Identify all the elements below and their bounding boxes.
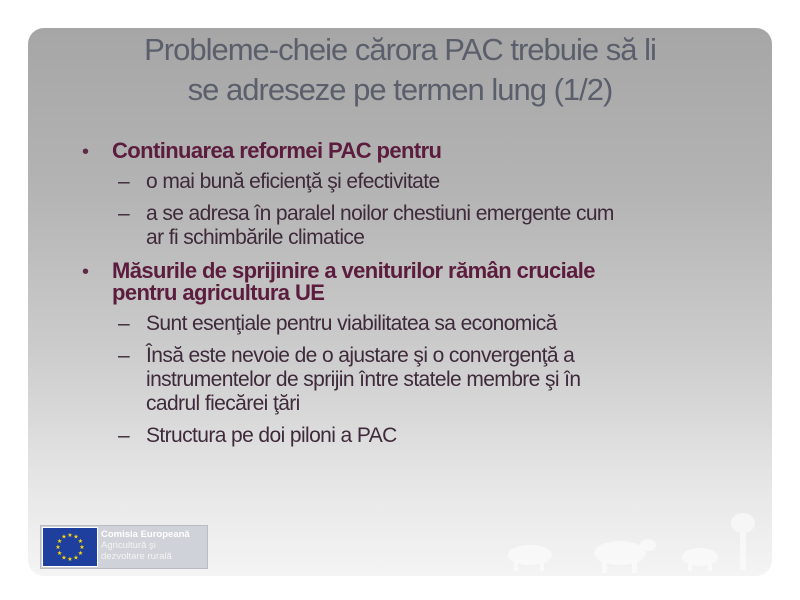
bullet-dot-icon: • — [82, 141, 90, 163]
eu-star-icon: ★ — [55, 545, 61, 551]
dash-icon: – — [118, 170, 130, 193]
logo-org-name: Comisia Europeană — [101, 529, 190, 540]
bullet-dot-icon: • — [82, 261, 90, 283]
sub-list — [80, 170, 740, 250]
eu-star-icon: ★ — [73, 555, 79, 562]
eu-star-icon: ★ — [77, 539, 84, 545]
bullet-item — [80, 140, 740, 162]
sub-list — [80, 312, 740, 448]
sub-text-line: ar fi schimbările climatice — [146, 226, 365, 249]
sub-item — [80, 202, 740, 250]
bullet-list — [80, 140, 740, 458]
sub-item — [80, 344, 740, 416]
dash-icon: – — [118, 312, 130, 335]
dash-icon: – — [118, 202, 130, 225]
eu-star-icon: ★ — [61, 534, 67, 541]
eu-star-icon: ★ — [56, 539, 63, 545]
logo-text — [101, 529, 190, 562]
bullet-text-line: pentru agricultura UE — [112, 280, 325, 305]
bullet-item — [80, 260, 740, 304]
european-commission-logo — [40, 525, 208, 569]
slide-title — [60, 30, 740, 110]
eu-star-icon: ★ — [67, 533, 73, 539]
slide-title-line-2: se adreseze pe termen lung (1/2) — [187, 72, 613, 107]
sub-text: Sunt esenţiale pentru viabilitatea sa economică — [146, 312, 557, 335]
bullet-text-line: Măsurile de sprijinire a veniturilor rămân cruciale — [112, 258, 595, 283]
sub-item — [80, 424, 740, 448]
eu-star-icon: ★ — [61, 555, 67, 562]
sub-item — [80, 312, 740, 336]
dash-icon: – — [118, 344, 130, 367]
dash-icon: – — [118, 424, 130, 447]
sub-text: Structura pe doi piloni a PAC — [146, 424, 397, 447]
sub-text: o mai bună eficienţă şi efectivitate — [146, 170, 440, 193]
eu-star-icon: ★ — [67, 557, 73, 563]
logo-dept-line-1: Agricultură şi — [101, 540, 156, 551]
slide-title-line-1: Probleme-cheie cărora PAC trebuie să li — [144, 32, 656, 67]
sub-text-line: instrumentelor de sprijin între statele membre şi în — [146, 368, 581, 391]
sub-text-line: cadrul fiecărei ţări — [146, 392, 300, 415]
eu-star-icon: ★ — [77, 551, 84, 557]
sub-item — [80, 170, 740, 194]
eu-star-icon: ★ — [73, 534, 79, 541]
logo-dept-line-2: dezvoltare rurală — [101, 551, 172, 562]
farm-silhouette-decoration — [470, 505, 770, 575]
sub-text-line: a se adresa în paralel noilor chestiuni emergente cum — [146, 202, 614, 225]
sub-text-line: Însă este nevoie de o ajustare şi o convergenţă a — [146, 344, 575, 367]
bullet-text: Continuarea reformei PAC pentru — [112, 138, 442, 163]
eu-star-icon: ★ — [56, 551, 63, 557]
eu-star-icon: ★ — [79, 545, 85, 551]
eu-flag-icon — [42, 527, 98, 567]
